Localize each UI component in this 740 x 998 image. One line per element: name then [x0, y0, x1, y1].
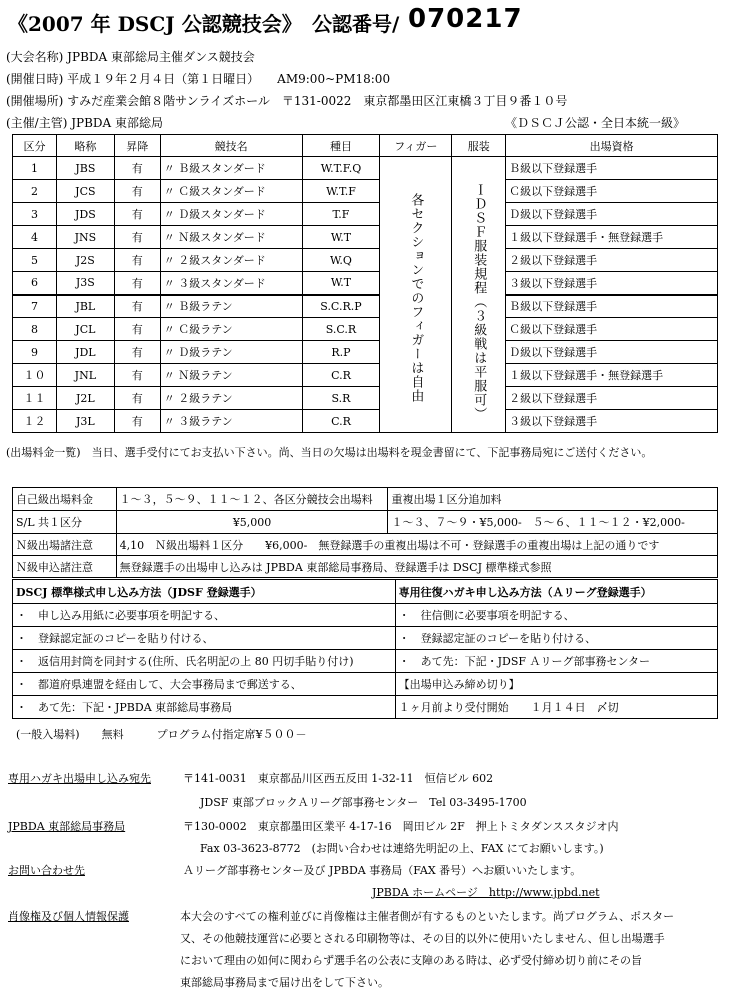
contact-label: 肖像権及び個人情報保護 [8, 910, 129, 923]
row-eligibility: ３級以下登録選手 [506, 410, 718, 433]
jdsf-step: ・ 返信用封筒を同封する(住所、氏名明記の上 80 円切手貼り付け) [13, 650, 396, 673]
fee-table [12, 487, 718, 578]
application-row [13, 627, 718, 650]
row-promotion: 有 [114, 318, 160, 341]
contact-line: 〒141-0031 東京都品川区西五反田 1-32-11 恒信ビル 602 [183, 772, 494, 785]
row-event: 〃 Ｂ級スタンダード [160, 157, 302, 180]
fee-label: 自己級出場料金 [13, 488, 117, 511]
row-code: JBS [56, 157, 114, 180]
row-dances: W.T [302, 272, 380, 295]
row-dances: W.T [302, 226, 380, 249]
figure-text: 各セクションでのフィガーは自由 [408, 193, 424, 403]
row-promotion: 有 [114, 341, 160, 364]
header-cell: 略称 [56, 135, 114, 157]
row-eligibility: Ｄ級以下登録選手 [506, 203, 718, 226]
fee-row [13, 556, 718, 578]
row-promotion: 有 [114, 226, 160, 249]
event-date: (開催日時) 平成１９年２月４日（第１日曜日） AM9:00~PM18:00 [6, 72, 391, 86]
row-event: 〃 Ｎ級スタンダード [160, 226, 302, 249]
row-event: 〃 ３級スタンダード [160, 272, 302, 295]
row-eligibility: １級以下登録選手・無登録選手 [506, 226, 718, 249]
table-row [13, 387, 718, 410]
dress-cell [452, 157, 506, 433]
deadline-text: １ヶ月前より受付開始 １月１４日 〆切 [395, 696, 717, 719]
homepage-link[interactable]: JPBDA ホームページ http://www.jpbd.net [372, 886, 600, 899]
row-event: 〃 Ｄ級スタンダード [160, 203, 302, 226]
fee-label: S/L 共１区分 [13, 511, 117, 534]
row-code: J2L [56, 387, 114, 410]
row-code: JCS [56, 180, 114, 203]
dress-text: ＩＤＳＦ服装規程（３級戦は平服可） [471, 183, 487, 421]
a-league-step: ・ 往信側に必要事項を明記する、 [395, 604, 717, 627]
application-table [12, 579, 718, 719]
row-eligibility: Ｃ級以下登録選手 [506, 318, 718, 341]
header-cell: 種目 [302, 135, 380, 157]
row-dances: S.C.R.P [302, 295, 380, 318]
row-dances: T.F [302, 203, 380, 226]
a-league-method-header: 専用往復ハガキ申し込み方法（Ａリーグ登録選手） [395, 580, 717, 604]
row-dances: R.P [302, 341, 380, 364]
contact-label: JPBDA 東部総局事務局 [8, 820, 126, 833]
admission: (一般入場料) 無料 プログラム付指定席¥５００－ [16, 728, 307, 741]
cert-number: 070217 [408, 4, 523, 34]
table-row [13, 341, 718, 364]
deadline-header: 【出場申込み締め切り】 [395, 673, 717, 696]
row-number: １１ [13, 387, 57, 410]
a-league-step: ・ あて先：下記・JDSF Ａリーグ部事務センター [395, 650, 717, 673]
competition-table [12, 134, 718, 433]
row-eligibility: Ｂ級以下登録選手 [506, 295, 718, 318]
table-header-row [13, 135, 718, 157]
row-code: J2S [56, 249, 114, 272]
certification-tag: 《ＤＳＣＪ公認・全日本統一級》 [505, 116, 686, 130]
rule-label: Ｎ級申込諸注意 [13, 556, 117, 578]
table-row [13, 203, 718, 226]
row-number: 1 [13, 157, 57, 180]
event-name: (大会名称) JPBDA 東部総局主催ダンス競技会 [6, 50, 255, 64]
fee-note: (出場料金一覧) 当日、選手受付にてお支払い下さい。尚、当日の欠場は出場料を現金書留にて、下記事務局宛にご送付ください。 [6, 446, 653, 459]
row-code: JCL [56, 318, 114, 341]
contact-line: 〒130-0002 東京都墨田区業平 4-17-16 岡田ビル 2F 押上トミタダンススタジオ内 [183, 820, 619, 833]
table-row [13, 226, 718, 249]
row-number: 2 [13, 180, 57, 203]
header-cell: 出場資格 [506, 135, 718, 157]
page-title: 《2007 年 DSCJ 公認競技会》 [8, 12, 302, 36]
row-promotion: 有 [114, 203, 160, 226]
event-venue: (開催場所) すみだ産業会館８階サンライズホール 〒131-0022 東京都墨田区江東橋３丁目９番１０号 [6, 94, 568, 108]
row-code: JBL [56, 295, 114, 318]
row-promotion: 有 [114, 295, 160, 318]
row-event: 〃 Ｄ級ラテン [160, 341, 302, 364]
row-eligibility: ２級以下登録選手 [506, 387, 718, 410]
row-event: 〃 Ｂ級ラテン [160, 295, 302, 318]
privacy-line: において理由の如何に関わらず選手名の公表に支障のある時は、必ず受付締め切り前にその旨 [180, 954, 642, 967]
jdsf-step: ・ 登録認定証のコピーを貼り付ける、 [13, 627, 396, 650]
table-row [13, 180, 718, 203]
contact-label: 専用ハガキ出場申し込み宛先 [8, 772, 151, 785]
application-row [13, 650, 718, 673]
contact-line: Ａリーグ部事務センター及び JPBDA 事務局（FAX 番号）へお願いいたします。 [183, 864, 582, 877]
header-cell: 昇降 [114, 135, 160, 157]
table-row [13, 410, 718, 433]
row-promotion: 有 [114, 387, 160, 410]
row-event: 〃 ２級ラテン [160, 387, 302, 410]
header-cell: フィガー [380, 135, 452, 157]
row-code: J3L [56, 410, 114, 433]
table-row [13, 272, 718, 295]
jdsf-step: ・ 都道府県連盟を経由して、大会事務局まで郵送する、 [13, 673, 396, 696]
rule-text: 4,10 Ｎ級出場料１区分 ¥6,000- 無登録選手の重複出場は不可・登録選手の重複出場は上記の通りです [116, 534, 717, 556]
privacy-line: 東部総局事務局まで届け出をして下さい。 [180, 976, 389, 989]
application-header-row [13, 580, 718, 604]
application-row [13, 696, 718, 719]
row-eligibility: Ｄ級以下登録選手 [506, 341, 718, 364]
row-code: JNL [56, 364, 114, 387]
row-number: 5 [13, 249, 57, 272]
jdsf-method-header: DSCJ 標準様式申し込み方法（JDSF 登録選手） [13, 580, 396, 604]
jdsf-step: ・ あて先：下記・JPBDA 東部総局事務局 [13, 696, 396, 719]
row-number: 6 [13, 272, 57, 295]
figure-cell [380, 157, 452, 433]
row-number: １０ [13, 364, 57, 387]
row-eligibility: ３級以下登録選手 [506, 272, 718, 295]
row-number: 3 [13, 203, 57, 226]
row-number: 9 [13, 341, 57, 364]
header-cell: 競技名 [160, 135, 302, 157]
row-number: 4 [13, 226, 57, 249]
row-event: 〃 Ｃ級ラテン [160, 318, 302, 341]
row-event: 〃 ２級スタンダード [160, 249, 302, 272]
fee-row [13, 488, 718, 511]
row-dances: S.C.R [302, 318, 380, 341]
row-dances: S.R [302, 387, 380, 410]
fee-extra-amount: １～３、７～９・¥5,000- ５～６、１１～１２・¥2,000- [388, 511, 718, 534]
row-event: 〃 Ｃ級スタンダード [160, 180, 302, 203]
contact-label: お問い合わせ先 [8, 864, 85, 877]
rule-text: 無登録選手の出場申し込みは JPBDA 東部総局事務局、登録選手は DSCJ 標準様式参照 [116, 556, 717, 578]
row-dances: W.Q [302, 249, 380, 272]
privacy-line: 本大会のすべての権利並びに肖像権は主催者側が有するものといたします。尚プログラム、ポスター [180, 910, 675, 923]
a-league-step: ・ 登録認定証のコピーを貼り付ける、 [395, 627, 717, 650]
row-number: １２ [13, 410, 57, 433]
row-number: 8 [13, 318, 57, 341]
fee-description: １～３，５～９、１１～１２、各区分競技会出場料 [116, 488, 388, 511]
event-organizer: (主催/主管) JPBDA 東部総局 [6, 116, 164, 130]
contact-line: Fax 03-3623-8772 (お問い合わせは連絡先明記の上、FAX にてお願いします。) [200, 842, 604, 855]
row-event: 〃 ３級ラテン [160, 410, 302, 433]
row-eligibility: Ｂ級以下登録選手 [506, 157, 718, 180]
application-row [13, 673, 718, 696]
row-promotion: 有 [114, 249, 160, 272]
row-dances: C.R [302, 410, 380, 433]
table-row [13, 249, 718, 272]
row-code: JNS [56, 226, 114, 249]
rule-label: Ｎ級出場諸注意 [13, 534, 117, 556]
row-promotion: 有 [114, 364, 160, 387]
cert-label: 公認番号/ [312, 12, 400, 36]
row-code: J3S [56, 272, 114, 295]
row-promotion: 有 [114, 272, 160, 295]
row-dances: W.T.F.Q [302, 157, 380, 180]
fee-extra-label: 重複出場１区分追加料 [388, 488, 718, 511]
privacy-line: 又、その他競技運営に必要とされる印刷物等は、その目的以外に使用いたしません、但し出場選手 [180, 932, 665, 945]
row-dances: W.T.F [302, 180, 380, 203]
contact-line: JDSF 東部ブロックＡリーグ部事務センター Tel 03-3495-1700 [200, 796, 527, 809]
row-eligibility: ２級以下登録選手 [506, 249, 718, 272]
fee-row [13, 511, 718, 534]
table-row [13, 364, 718, 387]
fee-amount: ¥5,000 [116, 511, 388, 534]
table-row [13, 295, 718, 318]
row-number: 7 [13, 295, 57, 318]
row-code: JDL [56, 341, 114, 364]
table-row [13, 157, 718, 180]
row-promotion: 有 [114, 410, 160, 433]
application-row [13, 604, 718, 627]
row-event: 〃 Ｎ級ラテン [160, 364, 302, 387]
row-promotion: 有 [114, 180, 160, 203]
row-promotion: 有 [114, 157, 160, 180]
header-cell: 服装 [452, 135, 506, 157]
fee-row [13, 534, 718, 556]
row-eligibility: １級以下登録選手・無登録選手 [506, 364, 718, 387]
header-cell: 区分 [13, 135, 57, 157]
row-code: JDS [56, 203, 114, 226]
row-eligibility: Ｃ級以下登録選手 [506, 180, 718, 203]
row-dances: C.R [302, 364, 380, 387]
jdsf-step: ・ 申し込み用紙に必要事項を明記する、 [13, 604, 396, 627]
table-row [13, 318, 718, 341]
